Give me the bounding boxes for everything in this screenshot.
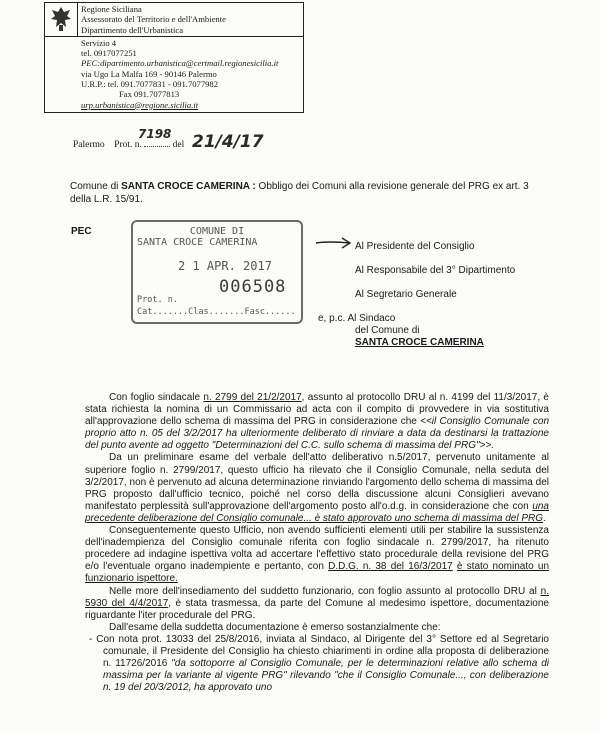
bullet-1 xyxy=(85,634,549,694)
stamp-date: 2 1 APR. 2017 xyxy=(178,259,272,273)
p4-text: Nelle more dell'insediamento del suddetto funzionario, con foglio assunto al protocollo DRU al xyxy=(109,585,541,597)
letter-body xyxy=(85,392,549,694)
protocol-line xyxy=(73,127,264,152)
p4-text-2: , è stata trasmessa, da parte del Comune al medesimo ispettore, documentazione riguardante l'iter procedurale del PRG. xyxy=(85,597,549,621)
stamp-number: 006508 xyxy=(219,277,287,297)
contact-line: U.R.P.: tel. 091.7077831 - 091.7077982 xyxy=(81,79,219,90)
p2-quote: una precedente deliberazione del Consiglio comunale... è stato approvato uno schema di massima del PRG xyxy=(85,500,549,524)
p2-text: Da un preliminare esame del verbale dell'atto deliberativo n.5/2017, pervenuto unitamente al superiore foglio n. 2799/2017, questo ufficio ha rilevato che il Consiglio Comunale, nella seduta del 3/2/2017, non è pervenuto ad alcuna determinazione rinviando l'argomento dello schema di massima del PRG proposto dall'ufficio tecnico, poiché nel corso della discussione alcuni Consiglieri avevano manifestato perplessità sull'approvazione dell'argomento posto all'o.d.g. in considerazione che con xyxy=(85,452,549,512)
stamp-classification: Cat.......Clas.......Fasc...... xyxy=(137,307,296,317)
stamp-line2: SANTA CROCE CAMERINA xyxy=(137,237,258,248)
paragraph-5: Dall'esame della suddetta documentazione è emerso sostanzialmente che: xyxy=(109,621,441,633)
org-line: Regione Siciliana xyxy=(81,4,142,14)
protocol-del-label: del xyxy=(172,140,185,150)
p1-text: Con foglio sindacale xyxy=(109,392,204,403)
letterhead-contacts xyxy=(44,37,304,113)
pec-label: PEC xyxy=(71,226,92,237)
subject-text: Obbligo dei Comuni alla revisione generale del PRG ex art. 3 della L.R. 15/91. xyxy=(70,181,529,205)
org-line: Dipartimento dell'Urbanistica xyxy=(81,24,184,35)
subject xyxy=(70,180,550,206)
paragraph-1 xyxy=(85,392,549,452)
recipient-4-line2: del Comune di xyxy=(355,325,420,336)
contact-line: Servizio 4 xyxy=(81,37,117,48)
p1-text-2: , assunto al protocollo DRU al n. 4199 del 11/3/2017, è stata richiesta la nomina di un Commissario ad acta con il compito di provvedere in via sostitutiva all'approvazione dello schema di massima del PRG in considerazione che xyxy=(85,392,549,428)
contact-line: Fax 091.7077813 xyxy=(119,89,180,100)
subject-prefix: Comune di xyxy=(70,181,119,192)
recipient-4: e, p.c. Al Sindaco xyxy=(318,313,396,324)
handwritten-arrow-icon xyxy=(314,235,354,251)
paragraph-2 xyxy=(85,452,549,525)
p1-ref: n. 2799 del 21/2/2017 xyxy=(203,392,302,403)
contact-line: via Ugo La Malfa 169 - 90146 Palermo xyxy=(81,68,217,79)
recipient-3: Al Segretario Generale xyxy=(355,289,457,300)
subject-comune: SANTA CROCE CAMERINA : xyxy=(121,181,256,192)
p3-end: è stato nominato un funzionario ispettore. xyxy=(85,561,549,585)
p4-ref: n. 5930 del 4/4/2017 xyxy=(85,585,549,609)
protocol-date-handwritten: 21/4/17 xyxy=(192,132,264,152)
eagle-crest-icon xyxy=(45,3,78,36)
letterhead-header-box xyxy=(44,2,304,37)
p2-end: . xyxy=(543,512,546,524)
p3-text: Conseguentemente questo Ufficio, non avendo sufficienti elementi utili per stabilire la sussistenza dell'inadempienza del Consiglio comunale riferita con foglio sindacale n. 2799/2017, ha ritenuto procedere ad indagine ispettiva volta ad accertare l'effettivo stato procedurale della revisione del PRG e/o l'eventuale organo inadempiente e pertanto, con xyxy=(85,525,549,573)
letterhead-org-lines xyxy=(78,3,229,36)
contact-line: PEC:dipartimento.urbanistica@certmail.regionesicilia.it xyxy=(81,58,279,69)
recipient-2: Al Responsabile del 3° Dipartimento xyxy=(355,265,516,276)
b1-text: - Con nota prot. 13033 del 25/8/2016, inviata al Sindaco, al Dirigente del 3° Settore ed al Segretario comunale, il Presidente del Consiglio ha chiesto chiarimenti in ordine alla proposta di deliberazione n. 11726/2016 xyxy=(89,633,549,670)
recipient-1: Al Presidente del Consiglio xyxy=(355,241,475,252)
org-line: Assessorato del Territorio e dell'Ambiente xyxy=(81,14,226,25)
protocol-number-handwritten: 7198 xyxy=(138,127,172,141)
protocol-place: Palermo xyxy=(73,140,105,150)
contact-line: tel. 0917077251 xyxy=(81,48,137,59)
paragraph-4 xyxy=(85,586,549,622)
p3-ref: D.D.G. n. 38 del 16/3/2017 xyxy=(328,561,453,573)
paragraph-3 xyxy=(85,525,549,585)
p1-quote: <<il Consiglio Comunale con proprio atto n. 05 del 3/2/2017 ha ulteriormente deliberato di rinviare a data da destinarsi la trattazione del punto avente ad oggetto "Determinazioni del C.C. sullo schema di massima del PRG">>. xyxy=(85,416,549,452)
b1-quote: "da sottoporre al Consiglio Comunale, per le determinazioni relative allo schema di massima per la variante al vigente PRG" rilevando "che il Consiglio Comunale..., con deliberazione n. 19 del 20/3/2012, ha approvato uno xyxy=(103,658,549,694)
letterhead xyxy=(44,2,304,113)
protocol-label: Prot. n. xyxy=(114,140,142,150)
stamp-prot: Prot. n. xyxy=(137,295,178,305)
stamp-line1: COMUNE DI xyxy=(189,226,245,237)
recipient-4-comune: SANTA CROCE CAMERINA xyxy=(355,337,484,348)
contact-line: urp.urbanistica@regione.sicilia.it xyxy=(81,99,199,110)
protocol-stamp xyxy=(131,220,303,324)
